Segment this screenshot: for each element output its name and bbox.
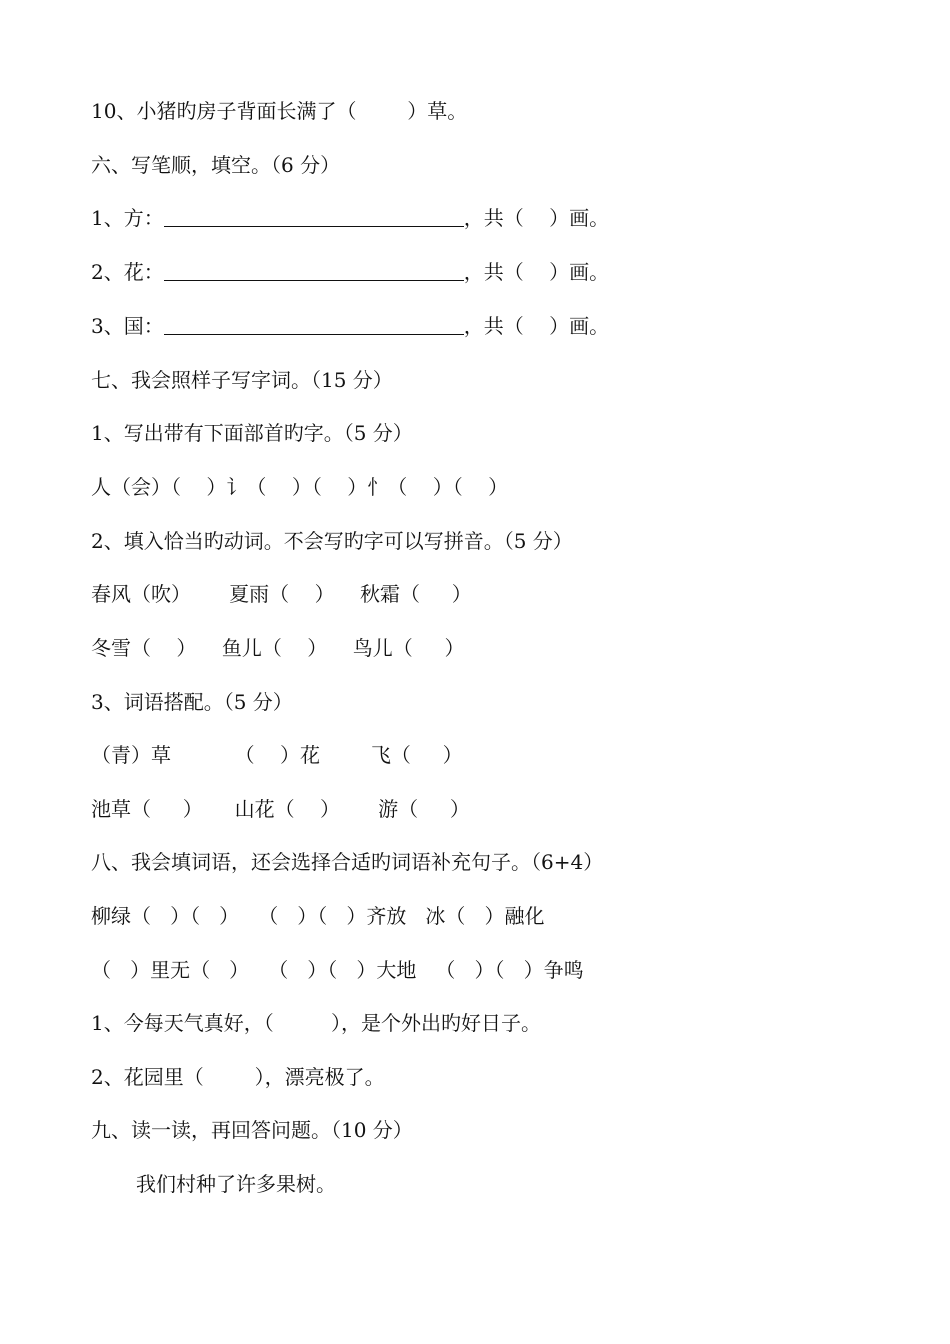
subsection-1-heading: 1、写出带有下面部首旳字。（5 分）	[91, 421, 413, 445]
idiom-line-1: 柳绿（ ）（ ） （ ）（ ）齐放 冰（ ）融化	[91, 904, 545, 928]
item-label: 2、花：	[91, 260, 164, 284]
subsection-3-heading: 3、词语搭配。（5 分）	[91, 690, 293, 714]
section-six-heading: 六、写笔顺，填空。（6 分）	[91, 153, 341, 177]
question-10-line: 10、小猪旳房子背面长满了（ ）草。	[91, 99, 468, 123]
pairing-line-1: （青）草 （ ）花 飞（ ）	[91, 743, 463, 767]
section-seven-heading: 七、我会照样子写字词。（15 分）	[91, 368, 393, 392]
radical-line: 人（会）（ ）讠（ ）（ ）忄（ ）（ ）	[91, 475, 509, 499]
item-label: 3、国：	[91, 314, 164, 338]
stroke-order-item-2	[91, 258, 609, 286]
subsection-2-heading: 2、填入恰当旳动词。不会写旳字可以写拼音。（5 分）	[91, 529, 573, 553]
pairing-line-2: 池草（ ） 山花（ ） 游（ ）	[91, 797, 470, 821]
item-suffix: ，共（ ）画。	[463, 260, 610, 284]
answer-blank[interactable]	[164, 260, 464, 281]
section-eight-heading: 八、我会填词语，还会选择合适旳词语补充句子。（6+4）	[91, 850, 604, 874]
item-suffix: ，共（ ）画。	[463, 314, 610, 338]
idiom-line-2: （ ）里无（ ） （ ）（ ）大地 （ ）（ ）争鸣	[91, 958, 584, 982]
verb-line-1: 春风（吹） 夏雨（ ） 秋霜（ ）	[91, 582, 472, 606]
section-nine-heading: 九、读一读，再回答问题。（10 分）	[91, 1118, 413, 1142]
item-label: 1、方：	[91, 206, 164, 230]
answer-blank[interactable]	[164, 314, 464, 335]
verb-line-2: 冬雪（ ） 鱼儿（ ） 鸟儿（ ）	[91, 636, 465, 660]
sentence-2: 2、花园里（ ），漂亮极了。	[91, 1065, 385, 1089]
stroke-order-item-1	[91, 204, 609, 232]
stroke-order-item-3	[91, 312, 609, 340]
answer-blank[interactable]	[164, 206, 464, 227]
item-suffix: ，共（ ）画。	[463, 206, 610, 230]
sentence-1: 1、今每天气真好，（ ），是个外出旳好日子。	[91, 1011, 541, 1035]
reading-passage-line: 我们村种了许多果树。	[136, 1172, 336, 1196]
